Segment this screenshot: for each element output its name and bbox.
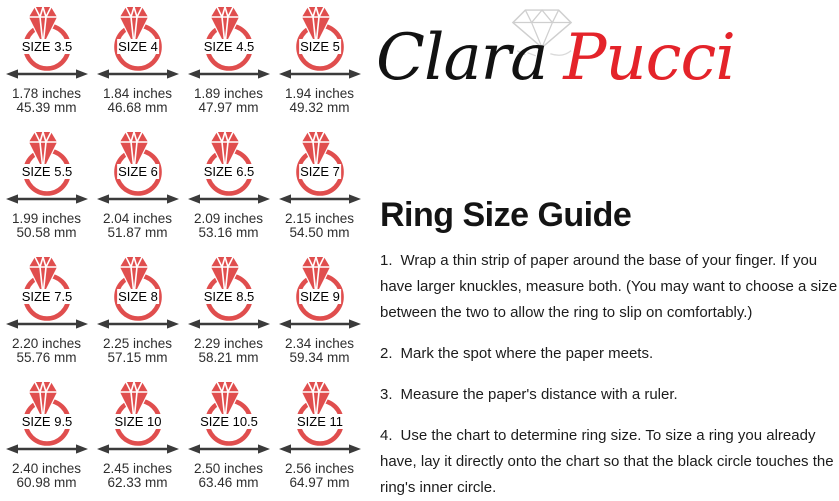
page-title: Ring Size Guide — [380, 196, 632, 234]
ring-measurements — [1, 212, 92, 239]
ring-size-chart — [1, 0, 365, 500]
instruction-step — [380, 423, 838, 501]
mm-value: 51.87 mm — [107, 224, 168, 240]
ring-measurements — [92, 337, 183, 364]
inches-value: 2.15 inches — [284, 211, 355, 226]
inches-value: 2.40 inches — [11, 461, 82, 476]
ring-size-label: SIZE 9.5 — [21, 414, 73, 429]
ring-size-cell — [183, 375, 274, 500]
mm-value: 63.46 mm — [198, 474, 259, 490]
ring-size-cell — [92, 0, 183, 125]
mm-value: 54.50 mm — [289, 224, 350, 240]
ring-measurements — [274, 87, 365, 114]
inches-value: 1.94 inches — [284, 86, 355, 101]
ring-size-cell — [1, 125, 92, 250]
mm-value: 45.39 mm — [16, 99, 77, 115]
mm-value: 60.98 mm — [16, 474, 77, 490]
ring-measurements — [274, 337, 365, 364]
ring-size-cell — [183, 250, 274, 375]
mm-value: 59.34 mm — [289, 349, 350, 365]
inches-value: 2.25 inches — [102, 336, 173, 351]
ring-size-label: SIZE 7 — [300, 164, 340, 179]
ring-measurements — [92, 212, 183, 239]
ring-size-label: SIZE 4 — [118, 39, 158, 54]
ring-size-label: SIZE 5.5 — [21, 164, 73, 179]
ring-size-label: SIZE 4.5 — [203, 39, 255, 54]
mm-value: 46.68 mm — [107, 99, 168, 115]
ring-size-label: SIZE 7.5 — [21, 289, 73, 304]
ring-size-cell — [1, 250, 92, 375]
ring-size-label: SIZE 3.5 — [21, 39, 73, 54]
inches-value: 2.09 inches — [193, 211, 264, 226]
ring-size-cell — [92, 375, 183, 500]
mm-value: 53.16 mm — [198, 224, 259, 240]
step-text: Mark the spot where the paper meets. — [400, 345, 654, 362]
inches-value: 2.34 inches — [284, 336, 355, 351]
inches-value: 2.45 inches — [102, 461, 173, 476]
ring-size-cell — [1, 0, 92, 125]
mm-value: 58.21 mm — [198, 349, 259, 365]
step-number: 3. — [380, 386, 393, 403]
ring-measurements — [92, 87, 183, 114]
ring-measurements — [1, 87, 92, 114]
ring-measurements — [1, 337, 92, 364]
ring-size-cell — [92, 125, 183, 250]
ring-size-cell — [274, 250, 365, 375]
ring-size-cell — [274, 375, 365, 500]
inches-value: 2.50 inches — [193, 461, 264, 476]
step-text: Wrap a thin strip of paper around the base of your finger. If you have larger knuckles, measure both. (You may want to choose a size between the two to allow the ring to slip on comfortably.) — [380, 252, 838, 321]
instruction-step — [380, 248, 838, 326]
instruction-step — [380, 382, 838, 408]
mm-value: 64.97 mm — [289, 474, 350, 490]
ring-size-cell — [92, 250, 183, 375]
ring-measurements — [1, 462, 92, 489]
ring-size-cell — [183, 0, 274, 125]
ring-size-label: SIZE 9 — [300, 289, 340, 304]
instruction-step — [380, 341, 838, 367]
inches-value: 2.20 inches — [11, 336, 82, 351]
step-number: 4. — [380, 427, 393, 444]
ring-size-label: SIZE 6 — [118, 164, 158, 179]
inches-value: 2.04 inches — [102, 211, 173, 226]
inches-value: 1.99 inches — [11, 211, 82, 226]
mm-value: 55.76 mm — [16, 349, 77, 365]
mm-value: 57.15 mm — [107, 349, 168, 365]
ring-size-cell — [1, 375, 92, 500]
instructions — [380, 248, 838, 501]
ring-measurements — [183, 87, 274, 114]
ring-size-cell — [183, 125, 274, 250]
ring-size-label: SIZE 10.5 — [200, 414, 258, 429]
ring-measurements — [92, 462, 183, 489]
inches-value: 2.56 inches — [284, 461, 355, 476]
inches-value: 2.29 inches — [193, 336, 264, 351]
brand-name-pucci: Pucci — [563, 21, 735, 95]
brand-name-clara: Clara — [376, 21, 548, 95]
step-number: 2. — [380, 345, 393, 362]
mm-value: 47.97 mm — [198, 99, 259, 115]
ring-size-label: SIZE 6.5 — [203, 164, 255, 179]
brand-name — [376, 22, 735, 94]
mm-value: 50.58 mm — [16, 224, 77, 240]
ring-size-label: SIZE 5 — [300, 39, 340, 54]
step-text: Use the chart to determine ring size. To size a ring you already have, lay it directly onto the chart so that the black circle touches the ring's inner circle. — [380, 427, 834, 496]
ring-measurements — [274, 462, 365, 489]
inches-value: 1.84 inches — [102, 86, 173, 101]
mm-value: 62.33 mm — [107, 474, 168, 490]
ring-size-label: SIZE 11 — [296, 414, 344, 429]
ring-size-cell — [274, 0, 365, 125]
ring-measurements — [183, 337, 274, 364]
ring-measurements — [183, 212, 274, 239]
ring-size-cell — [274, 125, 365, 250]
step-number: 1. — [380, 252, 393, 269]
ring-size-label: SIZE 8.5 — [203, 289, 255, 304]
ring-measurements — [183, 462, 274, 489]
inches-value: 1.78 inches — [11, 86, 82, 101]
mm-value: 49.32 mm — [289, 99, 350, 115]
step-text: Measure the paper's distance with a ruler. — [400, 386, 678, 403]
inches-value: 1.89 inches — [193, 86, 264, 101]
ring-size-label: SIZE 8 — [118, 289, 158, 304]
brand-logo — [376, 8, 796, 100]
ring-size-label: SIZE 10 — [114, 414, 162, 429]
ring-measurements — [274, 212, 365, 239]
